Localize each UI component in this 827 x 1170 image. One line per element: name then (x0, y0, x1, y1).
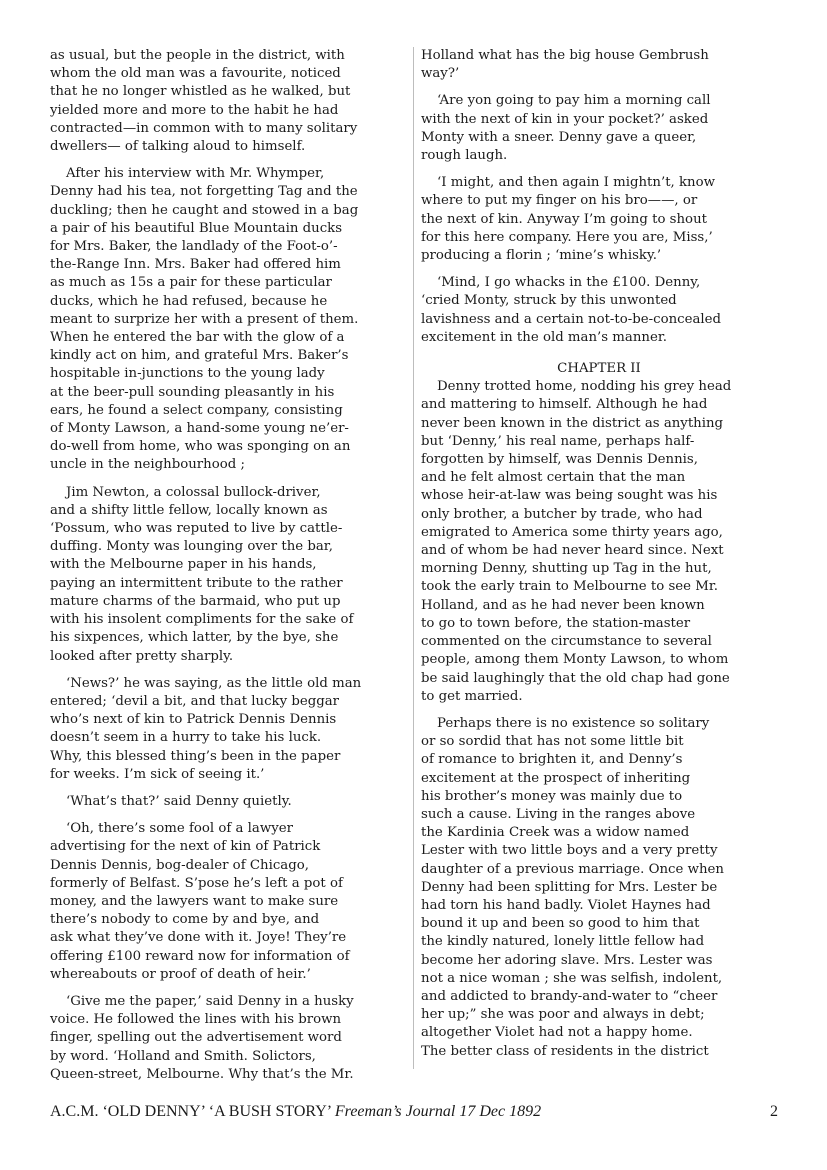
right-column-before-chapter (421, 47, 777, 347)
text-line: ‘Give me the paper,’ said Denny in a husky (66, 993, 354, 1009)
paragraph (421, 715, 777, 1061)
text-line: forgotten by himself, was Dennis Dennis, (421, 452, 698, 468)
text-line: for weeks. I’m sick of seeing it.’ (50, 766, 265, 782)
text-line: daughter of a previous marriage. Once when (421, 861, 724, 877)
text-line: not a nice woman ; she was selfish, indolent, (421, 970, 723, 986)
text-line: yielded more and more to the habit he had (50, 102, 339, 118)
text-line: Holland, and as he had never been known (421, 597, 705, 613)
text-line: the Kardinia Creek was a widow named (421, 825, 690, 841)
paragraph (50, 820, 406, 984)
text-line: by word. ‘Holland and Smith. Solictors, (50, 1048, 316, 1064)
page-footer (50, 1103, 778, 1121)
text-line: Holland what has the big house Gembrush (421, 48, 709, 63)
text-line: ‘News?’ he was saying, as the little old man (66, 675, 362, 691)
text-line: formerly of Belfast. S’pose he’s left a pot of (50, 875, 343, 891)
paragraph (421, 47, 777, 83)
text-line: be said laughingly that the old chap had gone (421, 670, 730, 686)
text-line: morning Denny, shutting up Tag in the hut, (421, 561, 712, 577)
text-line: looked after pretty sharply. (50, 648, 234, 664)
text-line: at the beer-pull sounding pleasantly in his (50, 384, 335, 400)
text-line: where to put my finger on his bro——, or (421, 193, 698, 209)
text-line: When he entered the bar with the glow of a (50, 330, 345, 346)
paragraph (421, 92, 777, 165)
text-line: ‘Mind, I go whacks in the £100. Denny, (437, 275, 701, 291)
right-column (421, 47, 777, 1061)
paragraph (421, 274, 777, 347)
text-line: never been known in the district as anything (421, 415, 724, 431)
text-line: excitement in the old man’s manner. (421, 329, 667, 345)
column-divider (413, 47, 414, 1069)
text-line: the-Range Inn. Mrs. Baker had offered him (50, 257, 341, 273)
text-line: rough laugh. (421, 148, 508, 164)
text-line: people, among them Monty Lawson, to whom (421, 652, 729, 668)
text-line: Dennis Dennis, bog-dealer of Chicago, (50, 857, 309, 873)
text-line: After his interview with Mr. Whymper, (66, 166, 325, 182)
text-line: but ‘Denny,’ his real name, perhaps half- (421, 433, 695, 449)
text-line: there’s nobody to come by and bye, and (50, 912, 320, 928)
page-number: 2 (770, 1103, 778, 1120)
text-line: finger, spelling out the advertisement word (50, 1030, 342, 1046)
text-line: ‘I might, and then again I mightn’t, know (437, 175, 716, 191)
text-line: only brother, a butcher by trade, who had (421, 506, 703, 522)
paragraph (421, 378, 777, 706)
text-line: Denny had been splitting for Mrs. Lester be (421, 879, 718, 895)
text-line: duckling; then he caught and stowed in a bag (50, 202, 359, 218)
paragraph (50, 793, 406, 811)
text-line: do-well from home, who was sponging on an (50, 439, 351, 455)
paragraph (50, 165, 406, 474)
text-line: Jim Newton, a colossal bullock-driver, (66, 484, 321, 500)
text-line: as usual, but the people in the district, with (50, 48, 345, 63)
text-line: Lester with two little boys and a very pretty (421, 843, 718, 859)
text-line: uncle in the neighbourhood ; (50, 457, 245, 473)
text-line: Perhaps there is no existence so solitary (437, 715, 710, 731)
chapter-heading: CHAPTER II (557, 361, 641, 377)
text-line: Denny had his tea, not forgetting Tag and the (50, 184, 358, 200)
text-line: his brother’s money was mainly due to (421, 788, 683, 804)
text-line: and a shifty little fellow, locally known as (50, 502, 328, 518)
text-line: dwellers— of talking aloud to himself. (50, 139, 306, 155)
text-line: his sixpences, which latter, by the bye, she (50, 630, 339, 646)
text-line: and mattering to himself. Although he had (421, 397, 708, 413)
text-line: whose heir-at-law was being sought was his (421, 488, 718, 504)
text-line: ducks, which he had refused, because he (50, 293, 328, 309)
text-line: meant to surprize her with a present of them. (50, 311, 359, 327)
text-line: ‘Possum, who was reputed to live by cattle- (50, 521, 343, 537)
paragraph (50, 484, 406, 666)
text-line: the kindly natured, lonely little fellow had (421, 934, 705, 950)
right-column-after-chapter (421, 378, 777, 1061)
text-line: took the early train to Melbourne to see Mr. (421, 579, 718, 595)
paragraph (50, 47, 406, 156)
paragraph (50, 675, 406, 784)
text-line: ‘What’s that?’ said Denny quietly. (66, 793, 292, 809)
text-line: with the Melbourne paper in his hands, (50, 557, 317, 573)
text-line: kindly act on him, and grateful Mrs. Baker’s (50, 348, 349, 364)
text-line: such a cause. Living in the ranges above (421, 806, 696, 822)
text-line: emigrated to America some thirty years ago, (421, 524, 723, 540)
text-line: voice. He followed the lines with his brown (50, 1012, 342, 1028)
text-line: whereabouts or proof of death of heir.’ (50, 966, 311, 982)
text-line: The better class of residents in the district (421, 1043, 709, 1059)
text-line: paying an intermittent tribute to the rather (50, 575, 343, 591)
text-line: to get married. (421, 688, 523, 704)
text-line: and addicted to brandy-and-water to “cheer (421, 988, 718, 1004)
text-line: Monty with a sneer. Denny gave a queer, (421, 129, 697, 145)
text-line: doesn’t seem in a hurry to take his luck. (50, 730, 322, 746)
text-line: and of whom be had never heard since. Next (421, 543, 724, 559)
text-line: a pair of his beautiful Blue Mountain ducks (50, 220, 343, 236)
text-line: with his insolent compliments for the sake of (50, 612, 354, 628)
text-line: become her adoring slave. Mrs. Lester was (421, 952, 713, 968)
text-line: of romance to brighten it, and Denny’s (421, 752, 683, 768)
text-line: way?’ (421, 66, 460, 82)
text-line: offering £100 reward now for information of (50, 948, 350, 964)
text-line: mature charms of the barmaid, who put up (50, 593, 341, 609)
footer-citation: A.C.M. ‘OLD DENNY’ ‘A BUSH STORY’ (50, 1103, 331, 1120)
text-line: Why, this blessed thing’s been in the paper (50, 748, 341, 764)
text-line: contracted—in common with to many solitary (50, 120, 358, 136)
text-line: as much as 15s a pair for these particular (50, 275, 332, 291)
text-line: that he no longer whistled as he walked, but (50, 84, 351, 100)
text-line: ‘Are yon going to pay him a morning call (437, 93, 711, 109)
text-line: who’s next of kin to Patrick Dennis Dennis (50, 712, 337, 728)
footer-source: Freeman’s Journal 17 Dec 1892 (334, 1103, 542, 1120)
text-line: altogether Violet had not a happy home. (421, 1025, 693, 1041)
text-line: her up;” she was poor and always in debt; (421, 1007, 705, 1023)
text-line: Queen-street, Melbourne. Why that’s the Mr. (50, 1066, 354, 1082)
text-line: bound it up and been so good to him that (421, 916, 700, 932)
text-line: or so sordid that has not some little bit (421, 734, 684, 750)
text-line: for Mrs. Baker, the landlady of the Foot-o’- (50, 239, 338, 255)
text-line: had torn his hand badly. Violet Haynes had (421, 897, 711, 913)
text-line: to go to town before, the station-master (421, 615, 691, 631)
left-column (50, 47, 406, 1084)
paragraph (50, 993, 406, 1084)
text-line: for this here company. Here you are, Miss,’ (421, 229, 713, 245)
paragraph (421, 174, 777, 265)
text-line: hospitable in-junctions to the young lady (50, 366, 325, 382)
text-line: with the next of kin in your pocket?’ asked (421, 111, 709, 127)
text-line: money, and the lawyers want to make sure (50, 893, 339, 909)
text-line: ‘Oh, there’s some fool of a lawyer (66, 821, 293, 837)
text-line: ask what they’ve done with it. Joye! They’re (50, 930, 347, 946)
text-line: the next of kin. Anyway I’m going to shout (421, 211, 707, 227)
text-line: duffing. Monty was lounging over the bar, (50, 539, 333, 555)
text-line: lavishness and a certain not-to-be-concealed (421, 311, 722, 327)
text-line: ears, he found a select company, consisting (50, 402, 343, 418)
text-line: commented on the circumstance to several (421, 634, 712, 650)
text-line: whom the old man was a favourite, noticed (50, 66, 341, 82)
text-line: of Monty Lawson, a hand-some young ne’er- (50, 421, 349, 437)
text-line: and he felt almost certain that the man (421, 470, 686, 486)
text-line: Denny trotted home, nodding his grey head (437, 379, 732, 395)
text-line: ‘cried Monty, struck by this unwonted (421, 293, 677, 309)
text-line: entered; ‘devil a bit, and that lucky beggar (50, 693, 340, 709)
text-line: advertising for the next of kin of Patrick (50, 839, 321, 855)
text-line: excitement at the prospect of inheriting (421, 770, 691, 786)
text-line: producing a florin ; ‘mine’s whisky.’ (421, 248, 662, 264)
